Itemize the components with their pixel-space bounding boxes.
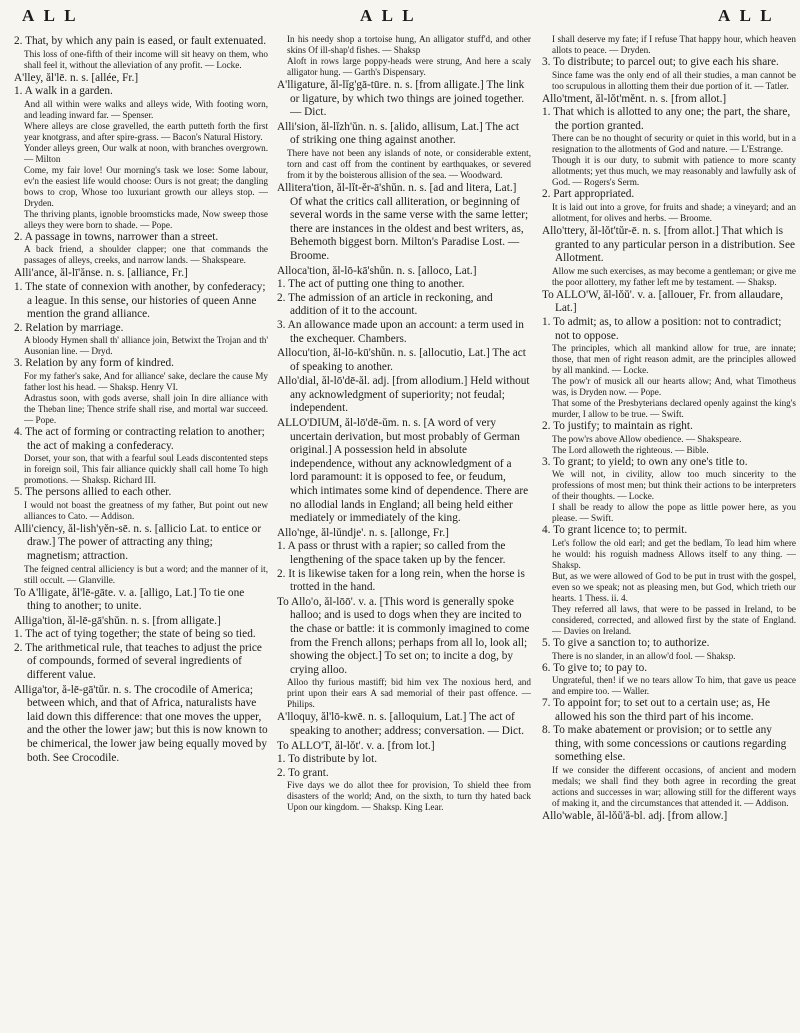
citation-quote: Allow me such exercises, as may become a gentleman; or give me the poor allottery, my father left me by testament. — Shaksp. — [552, 265, 796, 287]
citation-quote: There is no slander, in an allow'd fool. — Shaksp. — [552, 650, 736, 661]
citation-quote: The pow'r of musick all our hearts allow; And, what Timotheus was, is Dryden now. — Pope. — [552, 376, 796, 398]
citation-quote: Aloft in rows large poppy-heads were strung, And here a scaly alligator hung. — Garth's Dispensary. — [287, 56, 531, 77]
citation-quote: There have not been any islands of note, or considerable extent, torn and cast off from the continent by earthquakes, or severed from it by the boisterous allision of the sea. — Woodward. — [287, 147, 531, 180]
citation-quote: In his needy shop a tortoise hung, An alligator stuff'd, and other skins Of ill-shap'd fishes. — Shaksp — [287, 34, 531, 55]
definition-sense: 1. To distribute by lot. — [277, 753, 378, 766]
citation-quote: Alloo thy furious mastiff; bid him vex The noxious herd, and print upon their ears A sad memorial of their past offence. — Philips. — [287, 677, 531, 710]
dictionary-entry: A'lligature, ăl-lĭg'gā-tūre. n. s. [from alligate.] The link or ligature, by which two things are joined together. — Dict. — [277, 79, 525, 119]
definition-sense: 6. To give to; to pay to. — [542, 661, 648, 674]
running-header — [0, 6, 800, 28]
citation-quote: But, as we were allowed of God to be put in trust with the gospel, even so we speak; not as pleasing men, but God, which trieth our hearts. 1 Thess. ii. 4. — [552, 570, 796, 603]
definition-sense: 5. The persons allied to each other. — [14, 486, 172, 499]
citation-quote: The pow'rs above Allow obedience. — Shakspeare. — [552, 433, 742, 444]
dictionary-entry: Alliga'tor, ă-lē-gā'tŭr. n. s. The crocodile of America; between which, and that of Africa, naturalists have laid down this difference: that one moves the upper, and the other the lower jaw; but this is now known to be chimerical, the lower jaw being equally moved by both. See Crocodile. — [14, 683, 268, 764]
dictionary-entry: Alli'ciency, ăl-lish'yĕn-sē. n. s. [allicio Lat. to entice or draw.] The power of attracting any thing; magnetism; attraction. — [14, 522, 262, 562]
dictionary-entry: A'lloquy, ăl'lō-kwē. n. s. [alloquium, Lat.] The act of speaking to another; address; conversation. — Dict. — [277, 711, 525, 737]
column-middle — [277, 34, 531, 1026]
citation-quote: They referred all laws, that were to be passed in Ireland, to be considered, corrected, and allowed first by the state of England. — Davies on Ireland. — [552, 603, 796, 636]
citation-quote: For my father's sake, And for alliance' sake, declare the cause My father lost his head. — Shaksp. Henry VI. — [24, 370, 268, 392]
definition-sense: 2. The admission of an article in reckoning, and addition of it to the account. — [277, 291, 493, 318]
definition-sense: 4. To grant licence to; to permit. — [542, 524, 688, 537]
dictionary-entry: Allocu'tion, ăl-lō-kū'shŭn. n. s. [allocutio, Lat.] The act of speaking to another. — [277, 347, 526, 373]
citation-quote: It is laid out into a grove, for fruits and shade; a vineyard; and an allotment, for olives and herbs. — Broome. — [552, 201, 796, 223]
citation-quote: I shall be ready to allow the pope as little power here, as you please. — Swift. — [552, 502, 796, 524]
dictionary-entry: Allo'nge, ăl-lŭndje'. n. s. [allonge, Fr.] — [277, 526, 449, 539]
citation-quote: We will not, in civility, allow too much sincerity to the professions of most men; but think their actions to be interpreters of their thoughts. — Locke. — [552, 469, 796, 502]
citation-quote: The Lord alloweth the righteous. — Bible. — [552, 444, 709, 455]
column-right — [542, 34, 796, 1026]
dictionary-entry: Alliga'tion, ăl-lē-gā'shŭn. n. s. [from alligate.] — [14, 614, 221, 627]
citation-quote: If we consider the different occasions, of ancient and modern medals; we shall find they both agree in recording the great actions and successes in war; allowing still for the different ways of making it, and the circumstances that attended it. — Addison. — [552, 765, 796, 809]
definition-sense: 1. The act of tying together; the state of being so tied. — [14, 628, 256, 641]
definition-sense: 1. A walk in a garden. — [14, 85, 113, 98]
dictionary-entry: ALLO'DIUM, ăl-lō'dē-ŭm. n. s. [A word of very uncertain derivation, but most probably of German original.] A possession held in absolute independence, without any acknowledgment of a lord paramount: it is opposed to fee, or feudum, which intimates some kind of dependence. There are no allodial lands in England; all being held either mediately or immediately of the king. — [277, 417, 529, 525]
dictionary-entry: Allo'tment, ăl-lŏt'mĕnt. n. s. [from allot.] — [542, 92, 727, 105]
definition-sense: 8. To make abatement or provision; or to settle any thing, with some concessions or cautions regarding something else. — [542, 724, 787, 764]
definition-sense: 1. The state of connexion with another, by confederacy; a league. In this sense, our histories of queen Anne mention the grand alliance. — [14, 280, 266, 321]
citation-quote: Where alleys are close gravelled, the earth putteth forth the first year knotgrass, and after spire-grass. — Bacon's Natural History. — [24, 120, 268, 142]
dictionary-entry: 2. That, by which any pain is eased, or fault extenuated. — [14, 35, 267, 47]
dictionary-entry: Alli'sion, ăl-lĭzh'ŭn. n. s. [alido, allisum, Lat.] The act of striking one thing against another. — [277, 120, 519, 147]
column-left — [14, 34, 268, 1026]
citation-quote: I would not boast the greatness of my father, But point out new alliances to Cato. — Addison. — [24, 499, 268, 521]
definition-sense: 2. Relation by marriage. — [14, 321, 124, 334]
dictionary-entry: To ALLO'T, ăl-lŏt'. v. a. [from lot.] — [277, 739, 435, 752]
citation-quote: I shall deserve my fate; if I refuse That happy hour, which heaven allots to peace. — Dryden. — [552, 34, 796, 55]
definition-sense: 4. The act of forming or contracting relation to another; the act of making a confederacy. — [14, 425, 265, 452]
citation-quote: Since fame was the only end of all their studies, a man cannot be too scrupulous in allotting them their due portion of it. — Tatler. — [552, 69, 796, 91]
definition-sense: 3. To distribute; to parcel out; to give each his share. — [542, 56, 779, 68]
dictionary-entry: Alli'ance, ăl-lī'ănse. n. s. [alliance, Fr.] — [14, 267, 188, 280]
citation-quote: Adrastus soon, with gods averse, shall join In dire alliance with the Theban line; Thence strife shall rise, and mortal war succeed. — Pope. — [24, 392, 268, 425]
definition-sense: 1. A pass or thrust with a rapier; so called from the lengthening of the space taken up by the fencer. — [277, 540, 506, 566]
citation-quote: This loss of one-fifth of their income will sit heavy on them, who shall feel it, without the alleviation of any profit. — Locke. — [24, 48, 268, 70]
citation-quote: Let's follow the old earl; and get the bedlam, To lead him where he would: his roguish madness Allows itself to any thing. — Shaksp. — [552, 537, 796, 570]
citation-quote: Dorset, your son, that with a fearful soul Leads discontented steps in foreign soil, This fair alliance quickly shall call home To high promotions. — Shaksp. Richard III. — [24, 453, 268, 486]
definition-sense: 1. That which is allotted to any one; the part, the share, the portion granted. — [542, 106, 791, 132]
citation-quote: A bloody Hymen shall th' alliance join, Betwixt the Trojan and th' Ausonian line. — Dryd. — [24, 335, 268, 357]
dictionary-entry: To ALLO'W, ăl-lŏŭ'. v. a. [allouer, Fr. from allaudare, Lat.] — [542, 288, 784, 315]
dictionary-entry: Allo'ttery, ăl-lŏt'tŭr-ē. n. s. [from allot.] That which is granted to any particular person in a distribution. See Allotment. — [542, 224, 795, 265]
citation-quote: That some of the Presbyterians declared openly against the king's murder, I allow to be true. — Swift. — [552, 398, 796, 420]
definition-sense: 2. A passage in towns, narrower than a street. — [14, 230, 219, 243]
definition-sense: 3. An allowance made upon an account: a term used in the exchequer. Chambers. — [277, 318, 524, 345]
citation-quote: The principles, which all mankind allow for true, are innate; those, that men of right reason admit, are the principles allowed by all mankind. — Locke. — [552, 343, 796, 376]
citation-quote: The thriving plants, ignoble broomsticks made, Now sweep those alleys they were born to shade. — Pope. — [24, 208, 268, 230]
definition-sense: 2. To grant. — [277, 766, 329, 779]
citation-quote: A back friend, a shoulder clapper; one that commands the passages of alleys, creeks, and narrow lands. — Shakspeare. — [24, 244, 268, 266]
citation-quote: Ungrateful, then! if we no tears allow To him, that gave us peace and empire too. — Waller. — [552, 675, 796, 697]
header-right: A L L — [718, 6, 775, 25]
definition-sense: 3. To grant; to yield; to own any one's title to. — [542, 455, 748, 468]
header-center: A L L — [360, 6, 417, 25]
dictionary-entry: To A'lligate, ăl'lē-gāte. v. a. [alligo, Lat.] To tie one thing to another; to unite. — [14, 586, 245, 613]
header-left: A L L — [22, 6, 79, 25]
citation-quote: Though it is our duty, to submit with patience to more scanty allotments; yet thus much, we may reasonably and lawfully ask of God. — Rogers's Serm. — [552, 155, 796, 188]
definition-sense: 7. To appoint for; to set out to a certain use; as, He allowed his son the third part of his income. — [542, 697, 771, 723]
dictionary-entry: To Allo'o, ăl-lōō'. v. a. [This word is generally spoke halloo; and is used to dogs when they are incited to the chase or battle: it is commonly imagined to come from the French allons; perhaps from all lo, look all; showing the object.] To set on; to incite a dog, by crying alloo. — [277, 595, 530, 676]
dictionary-entry: A'lley, ăl'lē. n. s. [allée, Fr.] — [14, 71, 139, 84]
citation-quote: The feigned central alliciency is but a word; and the manner of it, still occult. — Glanville. — [24, 563, 268, 585]
citation-quote: And all within were walks and alleys wide, With footing worn, and leading inward far. — Spenser. — [24, 98, 268, 120]
dictionary-entry: Alloca'tion, ăl-lō-kā'shŭn. n. s. [alloco, Lat.] — [277, 264, 477, 277]
definition-sense: 3. Relation by any form of kindred. — [14, 357, 175, 370]
definition-sense: 1. The act of putting one thing to another. — [277, 278, 465, 291]
definition-sense: 2. Part appropriated. — [542, 188, 635, 201]
dictionary-entry: Allo'dial, ăl-lō'dē-ăl. adj. [from allodium.] Held without any acknowledgment of superiority; not feudal; independent. — [277, 375, 530, 415]
definition-sense: 2. The arithmetical rule, that teaches to adjust the price of compounds, formed of several ingredients of different value. — [14, 641, 262, 682]
definition-sense: 2. It is likewise taken for a long rein, when the horse is trotted in the hand. — [277, 567, 525, 594]
citation-quote: Come, my fair love! Our morning's task we lose: Some labour, ev'n the easiest life would choose: Ours is not great; the dangling bows to crop, Whose too luxuriant growth our alleys stop. — Dryden. — [24, 164, 268, 208]
definition-sense: 1. To admit; as, to allow a position: not to contradict; not to oppose. — [542, 315, 782, 342]
definition-sense: 2. To justify; to maintain as right. — [542, 420, 693, 433]
citation-quote: Five days we do allot thee for provision, To shield thee from disasters of the world; And, on the sixth, to turn thy hated back Upon our kingdom. — Shaksp. King Lear. — [287, 780, 531, 813]
dictionary-entry: Allo'wable, ăl-lŏŭ'ă-bl. adj. [from allow.] — [542, 810, 728, 823]
dictionary-entry: Allitera'tion, ăl-lĭt-ĕr-ā'shŭn. n. s. [ad and litera, Lat.] Of what the critics call alliteration, or beginning of several words in the same verse with the same letter; there are instances in the oldest and best writers, as, Behemoth biggest born. Milton's Paradise Lost. — Broome. — [277, 181, 529, 262]
citation-quote: Yonder alleys green, Our walk at noon, with branches overgrown. — Milton — [24, 142, 268, 164]
definition-sense: 5. To give a sanction to; to authorize. — [542, 636, 710, 649]
citation-quote: There can be no thought of security or quiet in this world, but in a resignation to the allotments of God and nature. — L'Estrange. — [552, 133, 796, 155]
